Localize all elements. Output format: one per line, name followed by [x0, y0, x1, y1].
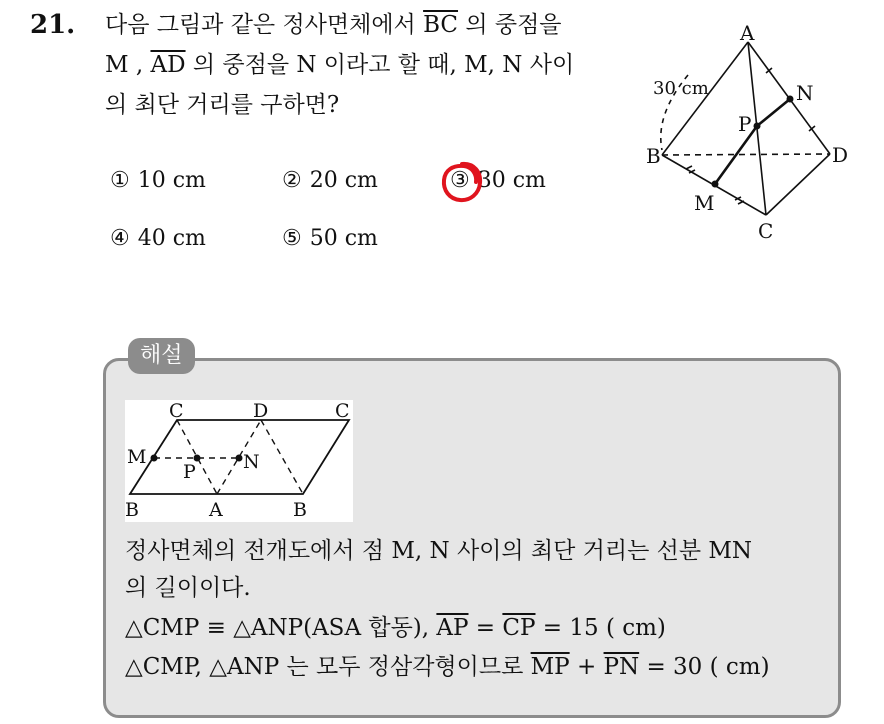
choice-1[interactable]: [110, 168, 206, 193]
choice-5[interactable]: [282, 226, 378, 251]
choice-text: 20 cm: [309, 168, 378, 193]
label-a: A: [740, 21, 755, 45]
edge-length-label: 30 cm: [653, 78, 709, 99]
net-label-c: C: [335, 400, 350, 422]
point-p: [754, 123, 761, 130]
label-d: D: [832, 143, 849, 167]
label-p: P: [738, 112, 752, 136]
question-text: 의 중점을: [458, 12, 562, 38]
solution-text: =: [468, 615, 503, 641]
choice-text: 40 cm: [137, 226, 206, 251]
label-m: M: [694, 191, 715, 215]
choice-text: 50 cm: [309, 226, 378, 251]
path-m-p-n: [715, 99, 790, 184]
choice-marker: ④: [110, 226, 130, 251]
segment-bc: $\overline{BC}$: [423, 12, 459, 38]
edge-bd-hidden: [662, 154, 830, 155]
question-line-1: [105, 10, 562, 40]
question-text: 의 중점을 N 이라고 할 때, M, N 사이: [185, 52, 575, 78]
choice-marker: ⑤: [282, 226, 302, 251]
point-m: [712, 181, 719, 188]
choice-2[interactable]: [282, 168, 378, 193]
net-label-d: D: [253, 400, 269, 422]
net-point-n: [236, 455, 243, 462]
net-point-m: [151, 455, 158, 462]
net-label-m: M: [127, 446, 147, 468]
segment-ap: $\overline{AP}$: [436, 615, 469, 641]
choice-text: 10 cm: [137, 168, 206, 193]
solution-line-2: 의 길이이다.: [125, 575, 251, 601]
net-label-a: A: [209, 499, 223, 521]
solution-line-1: 정사면체의 전개도에서 점 M, N 사이의 최단 거리는 선분 MN: [125, 538, 753, 564]
tetrahedron-figure: [640, 20, 870, 245]
question-text: M ,: [105, 52, 151, 78]
net-label-b: B: [125, 499, 139, 521]
label-b: B: [646, 144, 661, 168]
segment-cp: $\overline{CP}$: [502, 615, 536, 641]
question-text: 다음 그림과 같은 정사면체에서: [105, 12, 424, 38]
point-n: [787, 96, 794, 103]
solution-text: △CMP ≡ △ANP(ASA 합동),: [125, 615, 437, 641]
net-label-b: B: [293, 499, 307, 521]
net-label-n: N: [243, 451, 260, 473]
solution-text: +: [569, 654, 604, 680]
choice-marker: ②: [282, 168, 302, 193]
choice-marker: ③: [450, 168, 470, 193]
answer-circle-icon: [440, 160, 484, 204]
label-c: C: [758, 219, 774, 243]
edge-cd: [766, 154, 830, 215]
solution-tag: 해설: [128, 338, 195, 374]
question-line-3: 의 최단 거리를 구하면?: [105, 92, 340, 118]
solution-line-3: [125, 613, 666, 643]
net-label-c: C: [169, 400, 184, 422]
label-n: N: [796, 81, 814, 105]
net-diagram: [125, 400, 353, 522]
segment-mp: $\overline{MP}$: [530, 654, 570, 680]
net-label-p: P: [183, 461, 196, 483]
choice-text: 30 cm: [477, 168, 546, 193]
segment-ad: $\overline{AD}$: [150, 52, 186, 78]
solution-text: = 15 ( cm): [535, 615, 666, 641]
question-line-2: [105, 50, 574, 80]
question-number: 21.: [30, 10, 76, 40]
tick-mark: [686, 166, 692, 169]
solution-text: △CMP, △ANP 는 모두 정삼각형이므로: [125, 654, 531, 680]
segment-pn: $\overline{PN}$: [603, 654, 640, 680]
choice-marker: ①: [110, 168, 130, 193]
solution-line-4: [125, 652, 770, 682]
solution-text: = 30 ( cm): [639, 654, 770, 680]
choice-4[interactable]: [110, 226, 206, 251]
